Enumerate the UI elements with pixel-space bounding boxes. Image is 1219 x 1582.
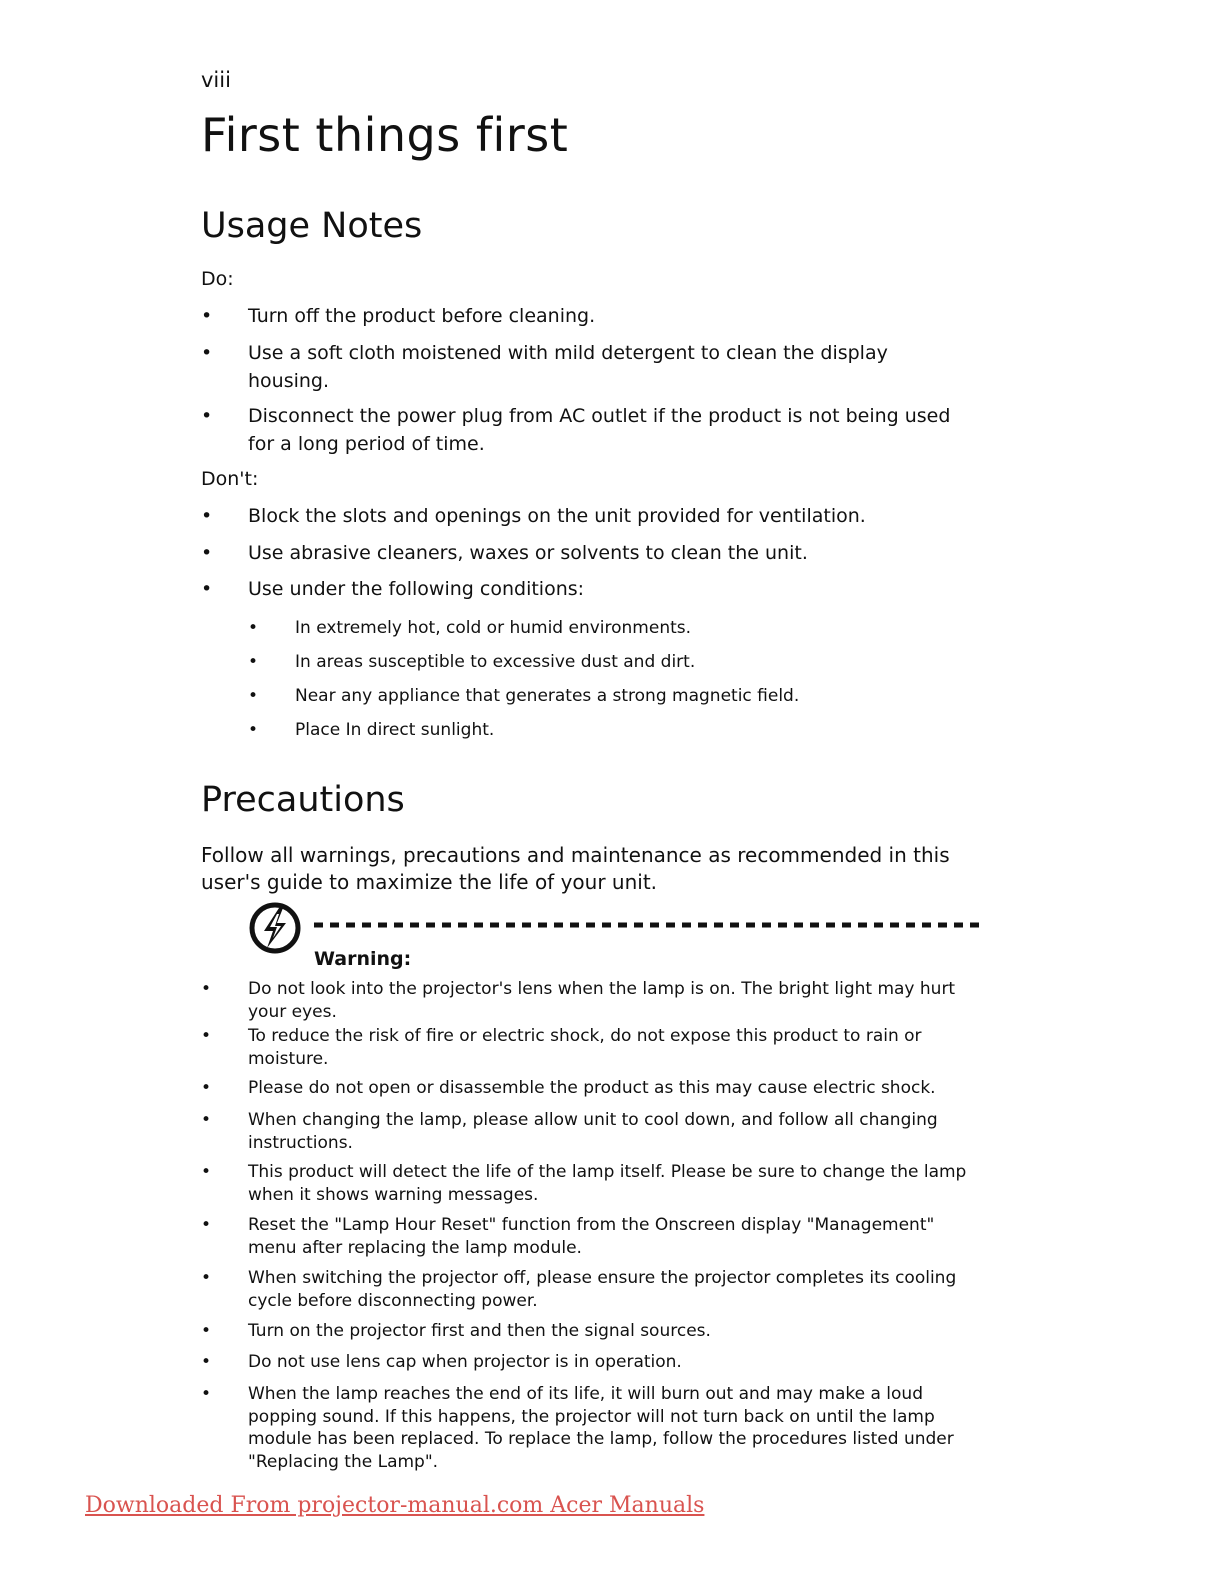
list-item-text: Use abrasive cleaners, waxes or solvents to clean the unit. (248, 542, 808, 564)
sub-list-item-text: Place In direct sunlight. (295, 720, 495, 740)
bullet-icon: • (248, 618, 259, 638)
warning-item-text: instructions. (248, 1132, 353, 1153)
download-source-link[interactable]: Downloaded From projector-manual.com Acer Manuals (85, 1493, 705, 1518)
bullet-icon: • (201, 1078, 212, 1098)
warning-item-text: cycle before disconnecting power. (248, 1290, 538, 1311)
list-item-text: Use a soft cloth moistened with mild detergent to clean the display (248, 342, 888, 364)
bullet-icon: • (248, 686, 259, 706)
warning-item-text: "Replacing the Lamp". (248, 1451, 439, 1472)
bullet-icon: • (201, 1110, 212, 1130)
list-item-text: housing. (248, 370, 330, 392)
bullet-icon: • (201, 979, 212, 999)
warning-label: Warning: (314, 948, 412, 970)
bullet-icon: • (201, 1026, 212, 1046)
do-label: Do: (201, 268, 234, 290)
intro-line: user's guide to maximize the life of your unit. (201, 870, 658, 894)
bullet-icon: • (201, 1215, 212, 1235)
warning-item-text: To reduce the risk of fire or electric shock, do not expose this product to rain or (248, 1026, 922, 1046)
warning-item-text: Do not look into the projector's lens when the lamp is on. The bright light may hurt (248, 979, 956, 999)
page-title: First things first (201, 108, 569, 162)
bullet-icon: • (201, 1384, 212, 1404)
warning-item-text: Turn on the projector first and then the signal sources. (248, 1321, 711, 1341)
bullet-icon: • (201, 578, 213, 600)
warning-item-text: Do not use lens cap when projector is in operation. (248, 1352, 682, 1372)
warning-item-text: Reset the "Lamp Hour Reset" function from the Onscreen display "Management" (248, 1215, 935, 1235)
bullet-icon: • (248, 720, 259, 740)
warning-item-text: moisture. (248, 1048, 329, 1069)
list-item-text: Use under the following conditions: (248, 578, 585, 600)
bullet-icon: • (201, 305, 213, 327)
list-item-text: for a long period of time. (248, 433, 485, 455)
warning-item-text: module has been replaced. To replace the lamp, follow the procedures listed under (248, 1429, 954, 1449)
warning-item-text: When the lamp reaches the end of its life, it will burn out and may make a loud (248, 1384, 923, 1404)
bullet-icon: • (201, 1268, 212, 1288)
lightning-warning-icon (248, 900, 304, 956)
dashed-divider (314, 922, 982, 928)
warning-item-text: popping sound. If this happens, the projector will not turn back on until the lamp (248, 1406, 935, 1427)
warning-item-text: menu after replacing the lamp module. (248, 1237, 582, 1258)
warning-item-text: your eyes. (248, 1001, 337, 1022)
list-item-text: Turn off the product before cleaning. (248, 305, 596, 327)
precautions-heading: Precautions (201, 780, 405, 820)
bullet-icon: • (248, 652, 259, 672)
warning-item-text: When changing the lamp, please allow unit to cool down, and follow all changing (248, 1110, 938, 1130)
list-item-text: Block the slots and openings on the unit provided for ventilation. (248, 505, 866, 527)
bullet-icon: • (201, 342, 213, 364)
bullet-icon: • (201, 1321, 212, 1341)
warning-item-text: When switching the projector off, please ensure the projector completes its cooling (248, 1268, 957, 1288)
bullet-icon: • (201, 1162, 212, 1182)
sub-list-item-text: In extremely hot, cold or humid environments. (295, 618, 692, 638)
dont-label: Don't: (201, 468, 259, 490)
bullet-icon: • (201, 542, 213, 564)
bullet-icon: • (201, 505, 213, 527)
sub-list-item-text: Near any appliance that generates a strong magnetic field. (295, 686, 800, 706)
intro-line: Follow all warnings, precautions and maintenance as recommended in this (201, 843, 950, 867)
list-item-text: Disconnect the power plug from AC outlet if the product is not being used (248, 405, 951, 427)
sub-list-item-text: In areas susceptible to excessive dust and dirt. (295, 652, 696, 672)
warning-item-text: Please do not open or disassemble the product as this may cause electric shock. (248, 1078, 936, 1098)
warning-item-text: This product will detect the life of the lamp itself. Please be sure to change the lamp (248, 1162, 967, 1182)
page-number: viii (201, 68, 231, 92)
bullet-icon: • (201, 1352, 212, 1372)
precautions-intro (201, 842, 950, 896)
usage-notes-heading: Usage Notes (201, 206, 423, 246)
bullet-icon: • (201, 405, 213, 427)
warning-item-text: when it shows warning messages. (248, 1184, 539, 1205)
